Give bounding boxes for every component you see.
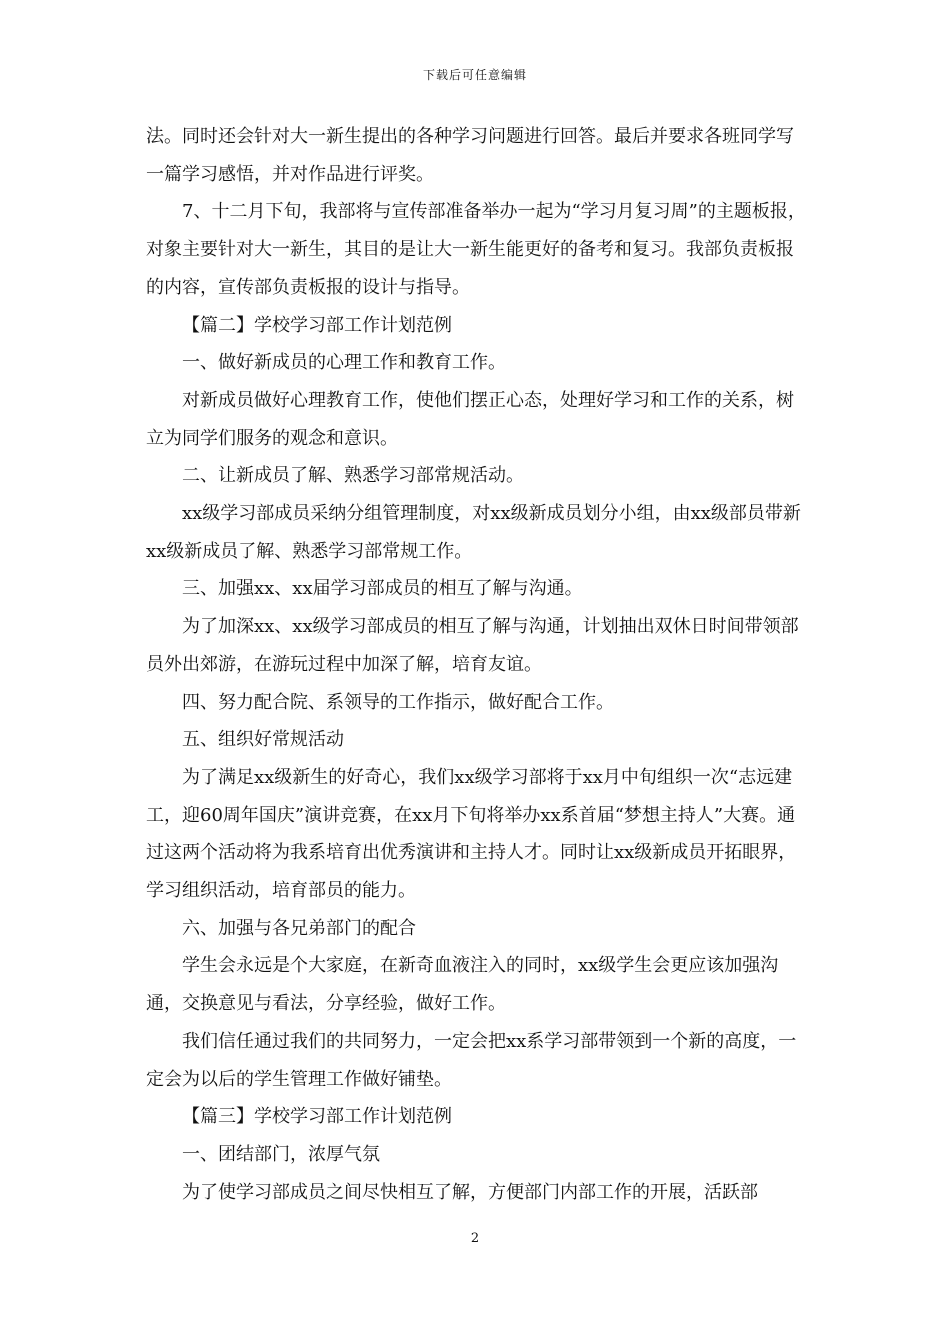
paragraph: 7、十二月下旬，我部将与宣传部准备举办一起为“学习月复习周”的主题板报，对象主要针对大一新生，其目的是让大一新生能更好的备考和复习。我部负责板报的内容，宣传部负责板报的设计与指导。: [146, 201, 806, 298]
section-heading: 【篇二】学校学习部工作计划范例: [182, 314, 452, 336]
paragraph: 为了加深xx、xx级学习部成员的相互了解与沟通，计划抽出双休日时间带领部员外出郊游，在游玩过程中加深了解，培育友谊。: [146, 616, 799, 675]
paragraph: 为了使学习部成员之间尽快相互了解，方便部门内部工作的开展，活跃部: [182, 1181, 758, 1203]
paragraph: 学生会永远是个大家庭，在新奇血液注入的同时，xx级学生会更应该加强沟通，交换意见与看法，分享经验，做好工作。: [146, 955, 779, 1015]
item-heading: 五、组织好常规活动: [182, 729, 344, 751]
document-body: [146, 118, 811, 1211]
section-heading: 【篇三】学校学习部工作计划范例: [182, 1106, 452, 1128]
paragraph: 法。同时还会针对大一新生提出的各种学习问题进行回答。最后并要求各班同学写一篇学习感悟，并对作品进行评奖。: [146, 126, 794, 185]
paragraph: 为了满足xx级新生的好奇心，我们xx级学习部将于xx月中旬组织一次“志远建工，迎60周年国庆”演讲竞赛，在xx月下旬将举办xx系首届“梦想主持人”大赛。通过这两个活动将为我系培育出优秀演讲和主持人才。同时让xx级新成员开拓眼界，学习组织活动，培育部员的能力。: [146, 766, 797, 902]
paragraph: xx级学习部成员采纳分组管理制度，对xx级新成员划分小组，由xx级部员带新xx级新成员了解、熟悉学习部常规工作。: [146, 503, 801, 562]
item-heading: 一、做好新成员的心理工作和教育工作。: [182, 352, 506, 374]
item-heading: 一、团结部门，浓厚气氛: [182, 1143, 380, 1165]
item-heading: 三、加强xx、xx届学习部成员的相互了解与沟通。: [182, 578, 583, 600]
item-heading: 六、加强与各兄弟部门的配合: [182, 917, 416, 939]
paragraph: 我们信任通过我们的共同努力，一定会把xx系学习部带领到一个新的高度，一定会为以后的学生管理工作做好铺垫。: [146, 1030, 797, 1090]
item-heading: 四、努力配合院、系领导的工作指示，做好配合工作。: [182, 691, 614, 713]
page-header: 下载后可任意编辑: [422, 68, 527, 82]
page-number: 2: [470, 1231, 480, 1246]
item-heading: 二、让新成员了解、熟悉学习部常规活动。: [182, 465, 524, 487]
paragraph: 对新成员做好心理教育工作，使他们摆正心态，处理好学习和工作的关系，树立为同学们服务的观念和意识。: [146, 389, 794, 449]
